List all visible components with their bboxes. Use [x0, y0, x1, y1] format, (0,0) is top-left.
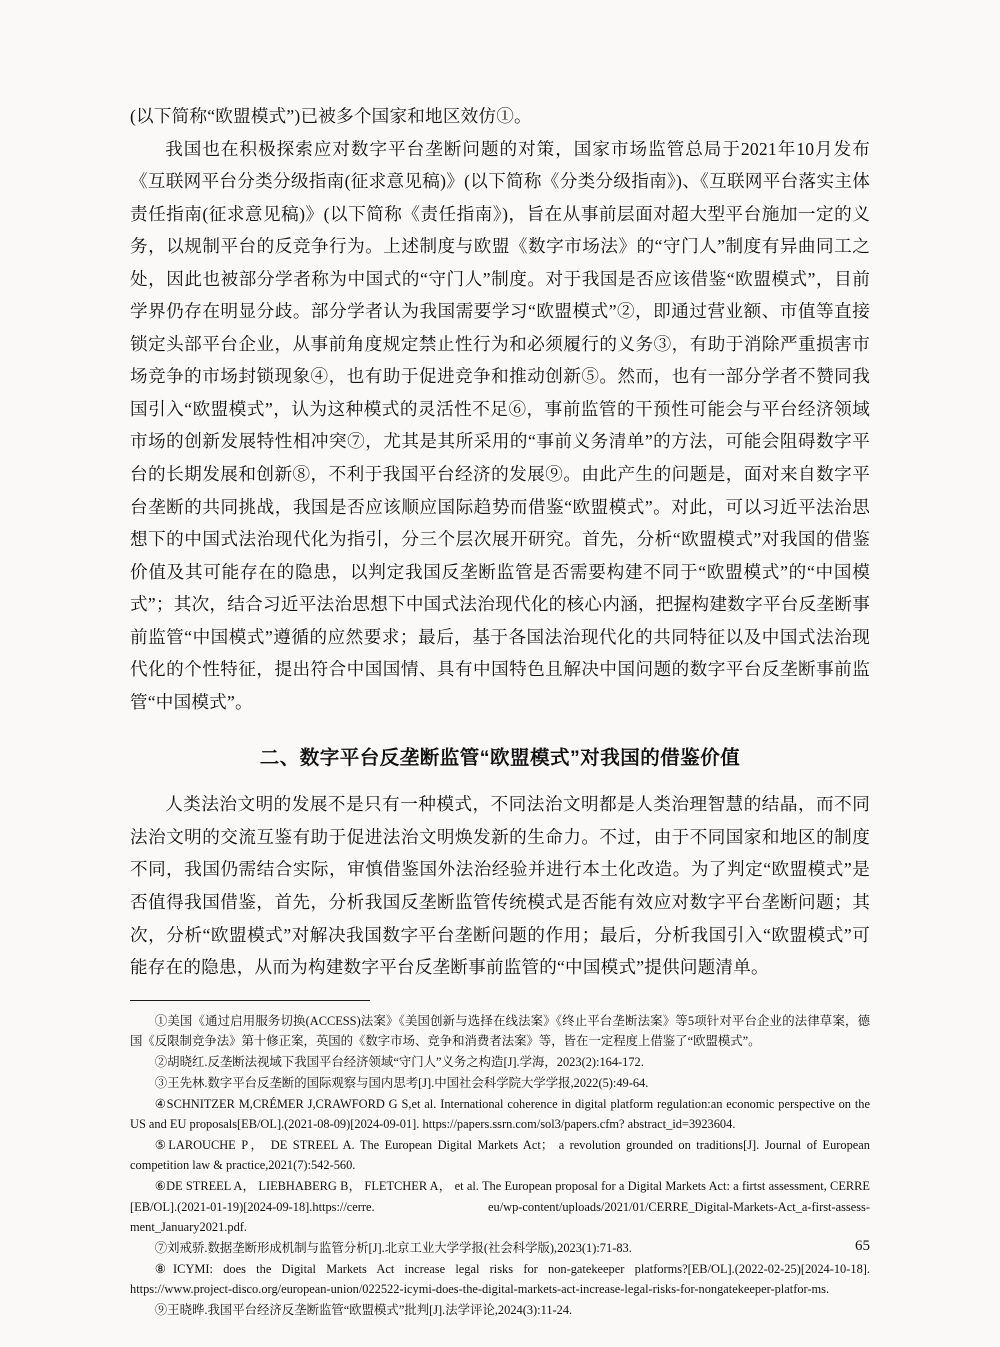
page-content [130, 100, 870, 1321]
footnote-item: ⑤LAROUCHE P， DE STREEL A. The European Digital Markets Act； a revolution grounded on traditions[J]. Journal of European competition law & practice,2021(7):542-560. [130, 1138, 870, 1173]
footnote-item: ②胡晓红.反垄断法视域下我国平台经济领域“守门人”义务之构造[J].学海，2023(2):164-172. [154, 1054, 644, 1069]
footnote-item: ④SCHNITZER M,CRÉMER J,CRAWFORD G S,et al. International coherence in digital platform regulation:an economic perspective on the US and EU proposals[EB/OL].(2021-08-09)[2024-09-01]. https://papers.ssrn.com/sol3/papers.cfm? abstract_id=3923604. [130, 1097, 870, 1132]
paragraph-legal-civilization: 人类法治文明的发展不是只有一种模式，不同法治文明都是人类治理智慧的结晶，而不同法治文明的交流互鉴有助于促进法治文明焕发新的生命力。不过，由于不同国家和地区的制度不同，我国仍需结合实际，审慎借鉴国外法治经验并进行本土化改造。为了判定“欧盟模式”是否值得我国借鉴，首先，分析我国反垄断监管传统模式是否能有效应对数字平台垄断问题；其次，分析“欧盟模式”对解决我国数字平台垄断问题的作用；最后，分析我国引入“欧盟模式”可能存在的隐患，从而为构建数字平台反垄断事前监管的“中国模式”提供问题清单。 [130, 794, 870, 978]
footnote-item: ①美国《通过启用服务切换(ACCESS)法案》《美国创新与选择在线法案》《终止平台垄断法案》等5项针对平台企业的法律草案，德国《反限制竞争法》第十修正案，英国的《数字市场、竞争和消费者法案》等，皆在一定程度上借鉴了“欧盟模式”。 [130, 1013, 870, 1048]
body-text-block-2 [130, 788, 870, 983]
body-text-block [130, 100, 870, 718]
footnote-item: ⑦刘戒骄.数据垄断形成机制与监管分析[J].北京工业大学学报(社会科学版),2023(1):71-83. [154, 1240, 632, 1255]
footnote-item: ⑧ICYMI: does the Digital Markets Act increase legal risks for non-gatekeeper platforms?[EB/OL].(2022-02-25)[2024-10-18]. https://www.project-disco.org/european-union/022522-icymi-does-the-digital-markets-act-increase-legal-risks-for-nongatekeeper-platfor-ms. [130, 1261, 870, 1296]
footnote-item: ⑨王晓晔.我国平台经济反垄断监管“欧盟模式”批判[J].法学评论,2024(3):11-24. [154, 1302, 573, 1317]
footnote-item: ⑥DE STREEL A， LIEBHABERG B， FLETCHER A， et al. The European proposal for a Digital Markets Act: a firtst assessment, CERRE [EB/OL].(2021-01-19)[2024-09-18].https://cerre. eu/wp-content/uploads/2021/01/CERRE_Digital-Markets-Act_a-first-assess-ment_January2021.pdf. [130, 1179, 870, 1234]
paragraph-china-policy: 我国也在积极探索应对数字平台垄断问题的对策，国家市场监管总局于2021年10月发布《互联网平台分类分级指南(征求意见稿)》(以下简称《分类分级指南》)、《互联网平台落实主体责任指南(征求意见稿)》(以下简称《责任指南》)，旨在从事前层面对超大型平台施加一定的义务，以规制平台的反竞争行为。上述制度与欧盟《数字市场法》的“守门人”制度有异曲同工之处，因此也被部分学者称为中国式的“守门人”制度。对于我国是否应该借鉴“欧盟模式”，目前学界仍存在明显分歧。部分学者认为我国需要学习“欧盟模式”②，即通过营业额、市值等直接锁定头部平台企业，从事前角度规定禁止性行为和必须履行的义务③，有助于消除严重损害市场竞争的市场封锁现象④，也有助于促进竞争和推动创新⑤。然而，也有一部分学者不赞同我国引入“欧盟模式”，认为这种模式的灵活性不足⑥，事前监管的干预性可能会与平台经济领域市场的创新发展特性相冲突⑦，尤其是其所采用的“事前义务清单”的方法，可能会阻碍数字平台的长期发展和创新⑧，不利于我国平台经济的发展⑨。由此产生的问题是，面对来自数字平台垄断的共同挑战，我国是否应该顺应国际趋势而借鉴“欧盟模式”。对此，可以习近平法治思想下的中国式法治现代化为指引，分三个层次展开研究。首先，分析“欧盟模式”对我国的借鉴价值及其可能存在的隐患，以判定我国反垄断监管是否需要构建不同于“欧盟模式”的“中国模式”；其次，结合习近平法治思想下中国式法治现代化的核心内涵，把握构建数字平台反垄断事前监管“中国模式”遵循的应然要求；最后，基于各国法治现代化的共同特征以及中国式法治现代化的个性特征，提出符合中国国情、具有中国特色且解决中国问题的数字平台反垄断事前监管“中国模式”。 [130, 138, 870, 712]
paragraph-continuation: (以下简称“欧盟模式”)已被多个国家和地区效仿①。 [130, 106, 532, 126]
section-heading: 二、数字平台反垄断监管“欧盟模式”对我国的借鉴价值 [259, 747, 741, 770]
footnote-item: ③王先林.数字平台反垄断的国际观察与国内思考[J].中国社会科学院大学学报,2022(5):49-64. [154, 1075, 649, 1090]
footnote-divider [130, 1000, 370, 1001]
page-number: 65 [855, 1238, 870, 1254]
footnote-list [130, 1011, 870, 1320]
